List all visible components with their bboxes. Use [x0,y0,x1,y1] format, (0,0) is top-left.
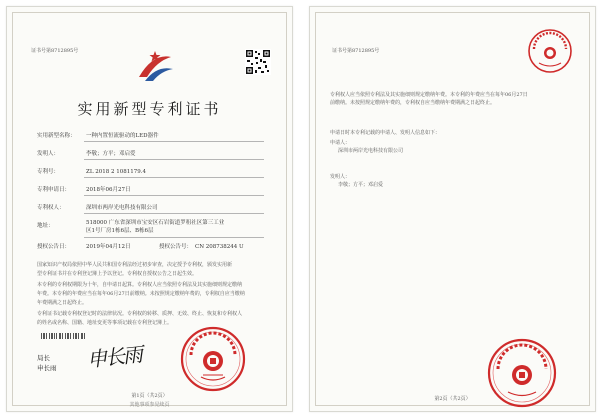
para2-line-1: 申请日时本专利记载的申请人、发明人信息如下： [330,130,441,136]
grant-number-label: 授权公告号： [159,244,193,250]
body-line: 的姓名或名称、国籍、地址变更等事项记载在专利登记簿上。 [37,320,173,326]
patentee-value: 深圳市两岸光电科技有限公司 [86,205,158,211]
para2-line-5: 李敬；方平；邓启爱 [338,182,384,188]
filing-date-label: 专利申请日： [37,187,71,193]
address-value-line-2: 区1号厂房1栋6层、B栋6层 [86,228,154,234]
body-line: 本专利的专利权期限为十年，自申请日起算。专利权人应当依照专利法及其实施细则规定缴纳 [37,282,243,288]
para1-line-2: 前缴纳。未按照规定缴纳年费的，专利权自应当缴纳年费期满之日起终止。 [330,100,496,106]
barcode-icon [41,333,85,339]
body-line: 国家知识产权局依照中华人民共和国专利法经过初步审查，决定授予专利权，颁发实用新 [37,262,233,268]
divider [84,213,264,214]
name-value: 一种内置恒流驱动的LED器件 [86,133,159,139]
grant-date-value: 2019年04月12日 [86,244,131,250]
body-line: 型专利证书并在专利登记簿上予以登记。专利权自授权公告之日起生效。 [37,271,198,277]
divider [84,195,264,196]
page-title: 实用新型专利证书 [77,100,222,118]
grant-date-label: 授权公告日： [37,244,71,250]
cnipa-logo-icon [135,47,175,87]
patentee-label: 专利权人： [37,205,65,211]
body-text [37,263,271,326]
patent-number-value: ZL 2018 2 1081179.4 [86,169,146,175]
director-signature: 申长雨 [85,342,143,372]
para2-line-4: 发明人： [330,174,351,180]
official-seal-icon [526,27,574,75]
body-line: 专利证书记载专利权登记时的法律状况。专利权的转移、质押、无效、终止、恢复和专利权人 [37,311,243,317]
para1-line-1: 专利权人应当依照专利法及其实施细则规定缴纳年费。本专利的年费应当在每年06月27日 [330,92,528,98]
name-label: 实用新型名称： [37,133,76,139]
grant-number-value: CN 208738244 U [195,244,244,250]
address-label: 地址： [37,223,54,229]
certificate-number: 证书号第8712895号 [31,48,79,54]
para2-line-3: 深圳市两岸光电科技有限公司 [338,148,404,154]
divider [84,237,264,238]
patent-number-label: 专利号： [37,169,60,175]
certificate-page-2 [309,6,596,412]
page-number: 第2页（共2页） [434,396,471,402]
para2-line-2: 申请人： [330,140,351,146]
filing-date-value: 2018年06月27日 [86,187,131,193]
qr-code-icon [245,49,271,75]
official-seal-icon [179,325,247,393]
divider [84,177,264,178]
director-label: 局长 [37,354,50,362]
inventor-value: 李敬；方平；邓启爱 [86,151,136,157]
footer-note: 其他事项参见续页 [129,402,170,408]
body-line: 年费期满之日起终止。 [37,300,88,306]
certificate-page-1 [6,6,293,412]
page-number: 第1页（共2页） [131,393,168,399]
inventor-label: 发明人： [37,151,60,157]
body-line: 年费。本专利的年费应当在每年06月27日前缴纳。未按照规定缴纳年费的，专利权自应当缴纳 [37,291,245,297]
director-name: 申长雨 [37,364,57,372]
divider [84,159,264,160]
certificate-number: 证书号第8712895号 [332,48,380,54]
address-value-line-1: 518000 广东省深圳市宝安区石岩街道罗租社区第三工业 [86,220,225,226]
divider [84,141,264,142]
